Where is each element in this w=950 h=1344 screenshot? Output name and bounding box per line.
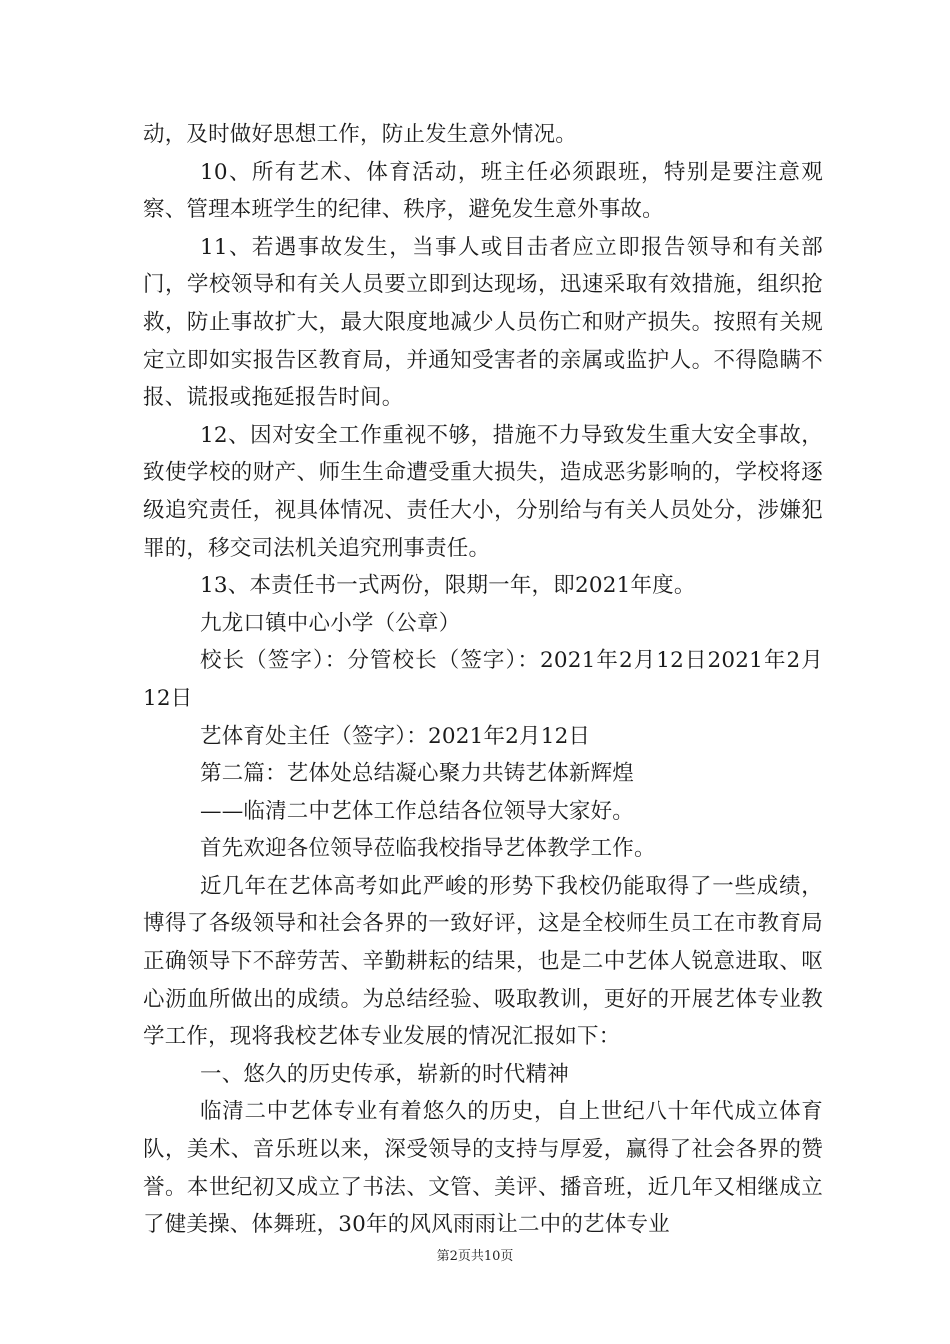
principal-signature-line: 校长（签字）：分管校长（签字）：2021年2月12日2021年2月12日 <box>143 648 823 711</box>
paragraph-item-12: 12、因对安全工作重视不够，措施不力导致发生重大安全事故，致使学校的财产、师生生命遭受重大损失，造成恶劣影响的，学校将逐级追究责任，视具体情况、责任大小，分别给与有关人员处分，涉嫌犯罪的，移交司法机关追究刑事责任。 <box>143 422 823 561</box>
history-paragraph: 临清二中艺体专业有着悠久的历史，自上世纪八十年代成立体育队，美术、音乐班以来，深受领导的支持与厚爱，赢得了社会各界的赞誉。本世纪初又成立了书法、文管、美评、播音班，近几年又相继成立了健美操、体舞班，30年的风风雨雨让二中的艺体专业 <box>143 1099 823 1238</box>
paragraph-item-10: 10、所有艺术、体育活动，班主任必须跟班，特别是要注意观察、管理本班学生的纪律、秩序，避免发生意外事故。 <box>143 159 823 223</box>
document-body <box>143 116 823 1244</box>
achievements-paragraph: 近几年在艺体高考如此严峻的形势下我校仍能取得了一些成绩，博得了各级领导和社会各界的一致好评，这是全校师生员工在市教育局正确领导下不辞劳苦、辛勤耕耘的结果，也是二中艺体人锐意进取、呕心沥血所做出的成绩。为总结经验、吸取教训，更好的开展艺体专业教学工作，现将我校艺体专业发展的情况汇报如下： <box>143 873 823 1050</box>
section-subtitle: ——临清二中艺体工作总结各位领导大家好。 <box>200 798 635 824</box>
paragraph-item-11: 11、若遇事故发生，当事人或目击者应立即报告领导和有关部门，学校领导和有关人员要立即到达现场，迅速采取有效措施，组织抢救，防止事故扩大，最大限度地减少人员伤亡和财产损失。按照有关规定立即如实报告区教育局，并通知受害者的亲属或监护人。不得隐瞒不报、谎报或拖延报告时间。 <box>143 234 823 411</box>
page-number: 第2页共10页 <box>436 1249 514 1264</box>
paragraph-item-13: 13、本责任书一式两份，限期一年，即2021年度。 <box>200 573 696 599</box>
paragraph-continuation: 动，及时做好思想工作，防止发生意外情况。 <box>143 122 578 147</box>
school-seal-line: 九龙口镇中心小学（公章） <box>200 610 461 636</box>
section-title: 第二篇：艺体处总结凝心聚力共铸艺体新辉煌 <box>200 761 635 787</box>
welcome-paragraph: 首先欢迎各位领导莅临我校指导艺体教学工作。 <box>200 836 656 862</box>
heading-history: 一、悠久的历史传承，崭新的时代精神 <box>200 1061 569 1087</box>
director-signature-line: 艺体育处主任（签字）：2021年2月12日 <box>200 723 591 749</box>
page-footer <box>0 1248 950 1266</box>
